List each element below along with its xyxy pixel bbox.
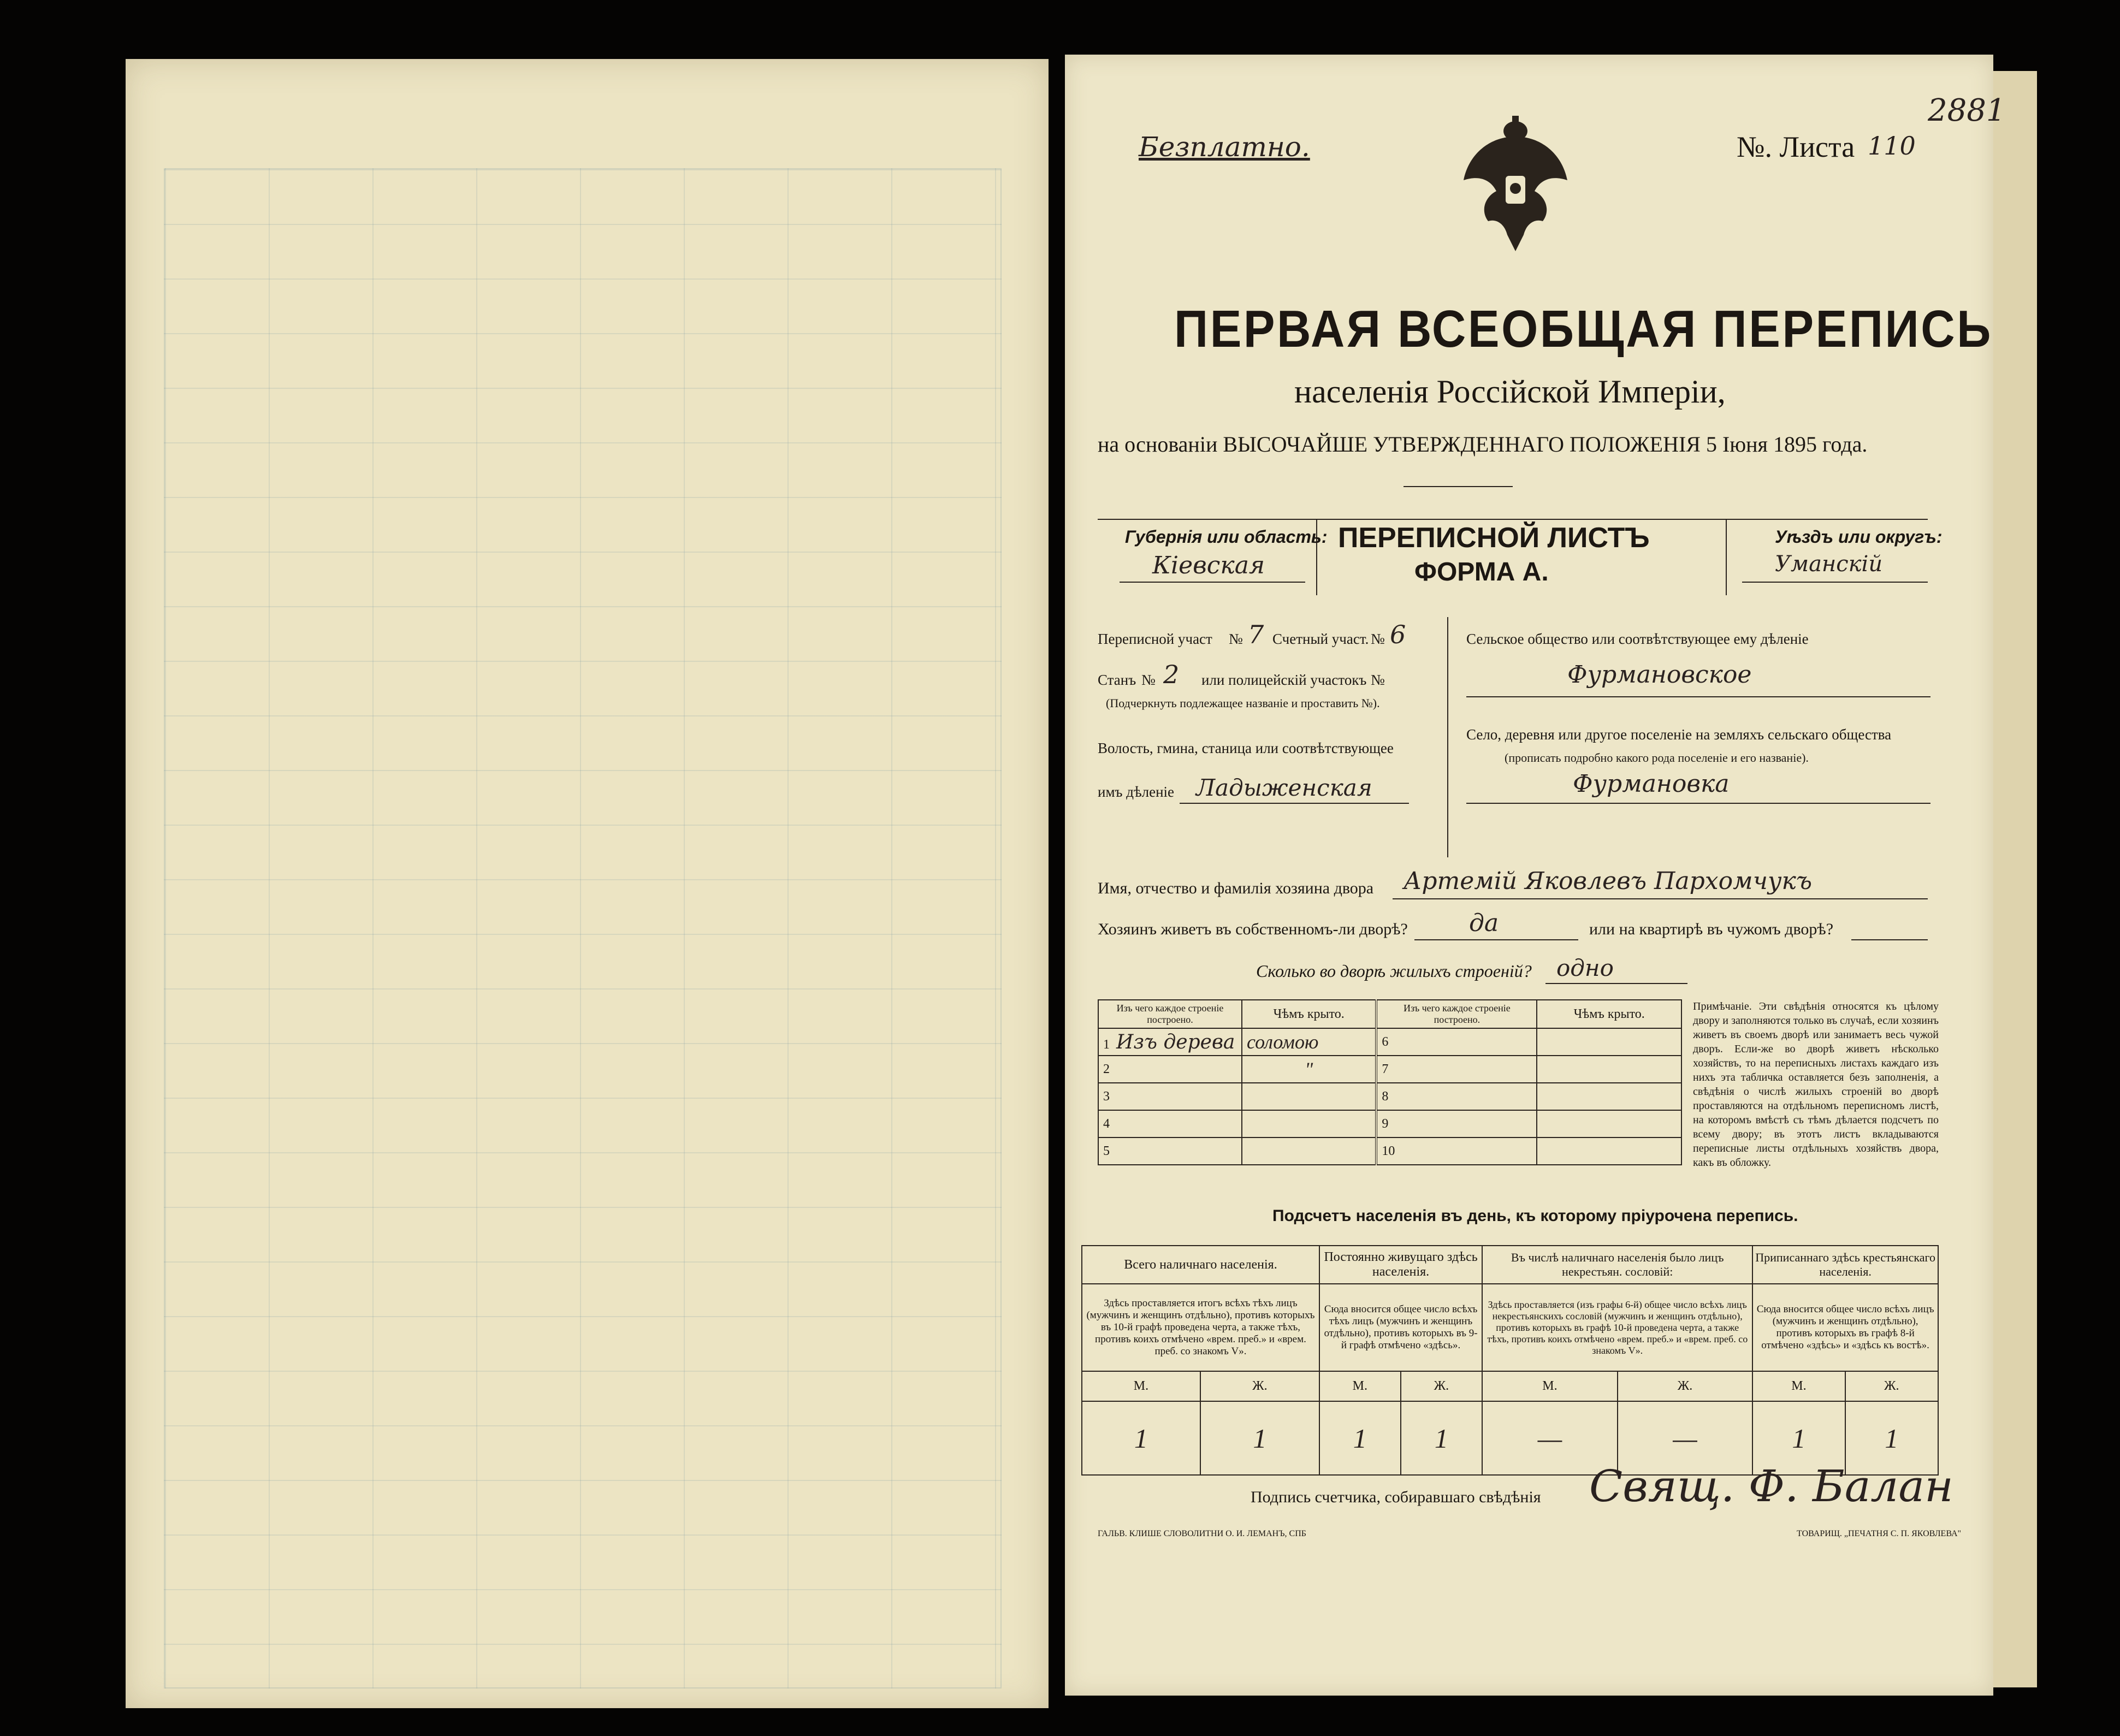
sex-label: Ж. xyxy=(1200,1371,1319,1401)
buildings-header: Изъ чего каждое строеніе построено. xyxy=(1376,1000,1537,1028)
uchast-no-sign: № xyxy=(1229,631,1243,647)
stan-value: 2 xyxy=(1163,660,1180,689)
left-blank-page xyxy=(126,59,1049,1708)
form-sheet-title: ПЕРЕПИСНОЙ ЛИСТЪ xyxy=(1338,522,1650,554)
count-description: Сюда вносится общее число всѣхъ тѣхъ лицъ (мужчинъ и женщинъ отдѣльно), противъ которыхъ въ 9-й графѣ отмѣчено «здѣсь». xyxy=(1319,1284,1482,1371)
volost-label: Волость, гмина, станица или соотвѣтствующее xyxy=(1098,740,1394,756)
table-row xyxy=(1098,1056,1681,1083)
signature-label: Подпись счетчика, собиравшаго свѣдѣнія xyxy=(1251,1488,1541,1506)
volost-value: Ладыженская xyxy=(1196,774,1372,801)
printer-left: ГАЛЬВ. КЛИШЕ СЛОВОЛИТНИ О. И. ЛЕМАНЪ, СПБ xyxy=(1098,1529,1306,1538)
sex-label: М. xyxy=(1482,1371,1618,1401)
sheet-label: №. Листа xyxy=(1737,131,1855,163)
double-headed-eagle-emblem-icon xyxy=(1458,115,1573,257)
roof-value xyxy=(1537,1028,1681,1056)
buildings-header: Изъ чего каждое строеніе построено. xyxy=(1098,1000,1242,1028)
uezd-value: Уманскій xyxy=(1775,552,1883,577)
sex-label: М. xyxy=(1752,1371,1845,1401)
printer-right: ТОВАРИЩ. „ПЕЧАТНЯ С. П. ЯКОВЛЕВА" xyxy=(1797,1529,1962,1538)
owner-value: Артемій Яковлевъ Пархомчукъ xyxy=(1404,867,1813,895)
roof-value xyxy=(1537,1056,1681,1083)
obshchestvo-label: Сельское общество или соотвѣтствующее ему дѣленіе xyxy=(1466,631,1809,647)
table-row xyxy=(1098,1110,1681,1137)
sex-label: Ж. xyxy=(1401,1371,1483,1401)
guberniya-label: Губернія или область: xyxy=(1125,527,1328,547)
row-number: 1 xyxy=(1103,1037,1110,1052)
population-count-table xyxy=(1081,1245,1939,1476)
perepis-uchast-label: Переписной участ xyxy=(1098,631,1212,647)
count-header: Всего наличнаго населенія. xyxy=(1082,1246,1319,1284)
free-label: Безплатно. xyxy=(1139,131,1310,163)
count-value: 1 xyxy=(1401,1401,1483,1475)
rule xyxy=(1545,983,1687,984)
selo-value: Фурмановка xyxy=(1573,770,1730,798)
sex-label: М. xyxy=(1319,1371,1401,1401)
material-value: Изъ дерева xyxy=(1116,1030,1235,1053)
buildings-table xyxy=(1098,999,1682,1165)
table-row xyxy=(1098,1028,1681,1056)
sex-label: М. xyxy=(1082,1371,1200,1401)
count-value: 1 xyxy=(1845,1401,1938,1475)
rule xyxy=(1742,582,1928,583)
buildings-question: Сколько во дворѣ жилыхъ строеній? xyxy=(1256,961,1532,981)
stan-no-sign: № xyxy=(1141,672,1156,688)
legal-basis: на основаніи ВЫСОЧАЙШЕ УТВЕРЖДЕННАГО ПОЛОЖЕНІЯ 5 Іюня 1895 года. xyxy=(1098,432,1868,457)
roof-value xyxy=(1242,1110,1376,1137)
note-paragraph: Примѣчаніе. Эти свѣдѣнія относятся къ цѣлому двору и заполняются только въ случаѣ, если хозяинъ живетъ въ своемъ дворѣ или занимаетъ весь чужой дворъ. Если-же во дворѣ живетъ нѣсколько хозяйствъ, то на переписныхъ листахъ каждаго изъ нихъ эта табличка оставляется безъ заполненія, а свѣдѣнія о числѣ жилыхъ строеній во дворѣ проставляются на отдѣльномъ переписномъ листѣ, на которомъ вмѣстѣ съ тѣмъ дѣлается подсчетъ по всему двору; въ этотъ листъ вкладываются переписные листы отдѣльныхъ хозяйствъ двора, какъ въ обложку. xyxy=(1693,1000,1939,1169)
rule xyxy=(1098,519,1928,520)
form-subtitle: населенія Россійской Имперіи, xyxy=(1294,374,1726,410)
row-number: 10 xyxy=(1376,1137,1537,1165)
sex-label: Ж. xyxy=(1618,1371,1753,1401)
buildings-header: Чѣмъ крыто. xyxy=(1537,1000,1681,1028)
roof-value xyxy=(1537,1110,1681,1137)
rule xyxy=(1414,939,1578,940)
stan-label: Станъ xyxy=(1098,672,1136,688)
underline-note: (Подчеркнуть подлежащее названіе и проставить №). xyxy=(1106,696,1380,710)
count-header: Приписаннаго здѣсь крестьянскаго населенія. xyxy=(1752,1246,1938,1284)
police-no-sign: № xyxy=(1371,672,1385,688)
selo-note: (прописать подробно какого рода поселеніе и его названіе). xyxy=(1505,751,1809,765)
row-number: 3 xyxy=(1098,1083,1242,1110)
lives-label: Хозяинъ живетъ въ собственномъ-ли дворѣ? xyxy=(1098,920,1408,938)
form-sheet-subtitle: ФОРМА А. xyxy=(1414,558,1549,586)
rule xyxy=(1466,696,1930,697)
roof-value: " xyxy=(1242,1056,1376,1083)
buildings-answer: одно xyxy=(1556,955,1614,981)
page-edge xyxy=(1993,71,2037,1687)
roof-value xyxy=(1537,1083,1681,1110)
row-number: 9 xyxy=(1376,1110,1537,1137)
census-form-page xyxy=(1065,55,2006,1696)
roof-value xyxy=(1242,1083,1376,1110)
row-number: 8 xyxy=(1376,1083,1537,1110)
count-value: 1 xyxy=(1319,1401,1401,1475)
count-description: Здѣсь проставляется итогъ всѣхъ тѣхъ лицъ (мужчинъ и женщинъ отдѣльно), противъ которыхъ въ 10-й графѣ проведена черта, а также тѣхъ, противъ коихъ отмѣчено «врем. преб.» и «врем. преб. со знакомъ V». xyxy=(1082,1284,1319,1371)
form-title: ПЕРВАЯ ВСЕОБЩАЯ ПЕРЕПИСЬ xyxy=(1174,300,1993,358)
row-number: 7 xyxy=(1376,1056,1537,1083)
count-header: Въ числѣ наличнаго населенія было лицъ некрестьян. сословій: xyxy=(1482,1246,1752,1284)
lives-value: да xyxy=(1469,909,1499,937)
schetny-no-sign: № xyxy=(1371,631,1385,647)
sheet-number: 110 xyxy=(1868,131,1916,161)
count-heading: Подсчетъ населенія въ день, къ которому пріурочена перепись. xyxy=(1272,1207,1798,1225)
guberniya-value: Кіевская xyxy=(1152,552,1265,579)
count-value: 1 xyxy=(1752,1401,1845,1475)
table-row xyxy=(1098,1083,1681,1110)
row-number: 4 xyxy=(1098,1110,1242,1137)
uchast-value: 7 xyxy=(1248,620,1264,649)
row-number: 2 xyxy=(1098,1056,1242,1083)
rule xyxy=(1851,939,1928,940)
ornament-divider xyxy=(1404,486,1513,487)
rule xyxy=(1726,519,1727,595)
selo-label: Село, деревня или другое поселеніе на земляхъ сельскаго общества xyxy=(1466,726,1892,743)
rule xyxy=(1393,898,1928,899)
roof-value xyxy=(1242,1137,1376,1165)
obshchestvo-value: Фурмановское xyxy=(1567,661,1752,689)
rule xyxy=(1120,582,1305,583)
signature-value: Свящ. Ф. Балан xyxy=(1589,1461,1953,1512)
police-label: или полицейскій участокъ xyxy=(1201,672,1367,688)
table-row xyxy=(1098,1137,1681,1165)
uezd-label: Уѣздъ или округъ: xyxy=(1775,527,1943,547)
schetny-label: Счетный участ. xyxy=(1272,631,1369,647)
rule xyxy=(1447,617,1448,857)
count-value: 1 xyxy=(1082,1401,1200,1475)
rule xyxy=(1180,803,1409,804)
rule xyxy=(1466,803,1930,804)
count-header: Постоянно живущаго здѣсь населенія. xyxy=(1319,1246,1482,1284)
count-value: — xyxy=(1482,1401,1618,1475)
schetny-value: 6 xyxy=(1390,620,1406,649)
corner-number: 2881 xyxy=(1928,93,2006,128)
roof-value xyxy=(1537,1137,1681,1165)
count-description: Сюда вносится общее число всѣхъ лицъ (мужчинъ и женщинъ отдѣльно), противъ которыхъ въ графѣ 8-й отмѣчено «здѣсь» и «здѣсь къ востѣ». xyxy=(1752,1284,1938,1371)
volost-label-2: имъ дѣленіе xyxy=(1098,784,1175,800)
roof-value: соломою xyxy=(1242,1028,1376,1056)
sex-label: Ж. xyxy=(1845,1371,1938,1401)
count-value: — xyxy=(1618,1401,1753,1475)
owner-label: Имя, отчество и фамилія хозяина двора xyxy=(1098,879,1374,897)
row-number: 6 xyxy=(1376,1028,1537,1056)
count-description: Здѣсь проставляется (изъ графы 6-й) общее число всѣхъ лицъ некрестьянскихъ сословій (мужчинъ и женщинъ отдѣльно), противъ которыхъ въ графѣ 10-й проведена черта, а также тѣхъ, противъ коихъ отмѣчено «врем. преб.» и «врем. преб. со знакомъ V». xyxy=(1482,1284,1752,1371)
row-number: 5 xyxy=(1098,1137,1242,1165)
buildings-header: Чѣмъ крыто. xyxy=(1242,1000,1376,1028)
count-value: 1 xyxy=(1200,1401,1319,1475)
lives-label-2: или на квартирѣ въ чужомъ дворѣ? xyxy=(1589,920,1834,938)
faded-ruled-grid xyxy=(164,168,1002,1688)
